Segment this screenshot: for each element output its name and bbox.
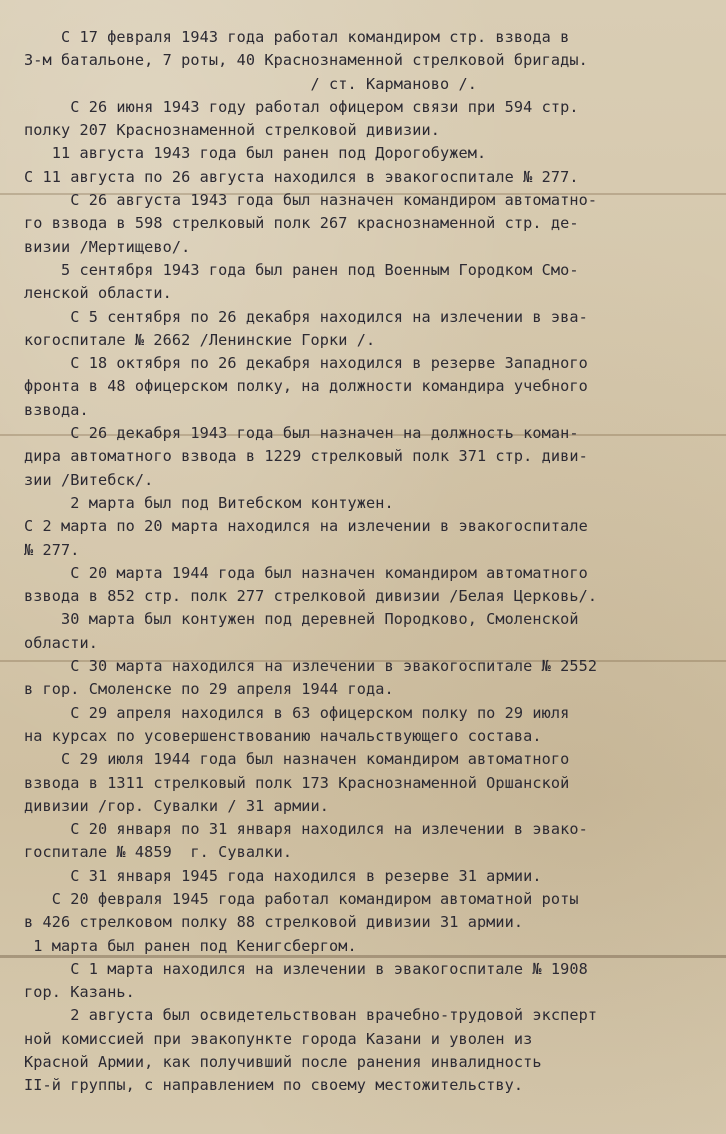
text-line: С 11 августа по 26 августа находился в эвакогоспитале № 277. — [24, 167, 579, 186]
text-line: С 31 января 1945 года находился в резерве 31 армии. — [24, 866, 542, 885]
text-line: 30 марта был контужен под деревней Породково, Смоленской — [24, 610, 579, 629]
text-line: С 29 июля 1944 года был назначен командиром автоматного — [24, 750, 570, 769]
text-line: зии /Витебск/. — [24, 470, 154, 489]
text-line: С 1 марта находился на излечении в эвакогоспитале № 1908 — [24, 959, 588, 978]
text-line: в гор. Смоленске по 29 апреля 1944 года. — [24, 680, 394, 699]
typed-text-block — [24, 26, 714, 1098]
text-line: 2 марта был под Витебском контужен. — [24, 493, 394, 512]
text-line: С 17 февраля 1943 года работал командиром стр. взвода в — [24, 28, 570, 46]
text-line: госпитале № 4859 г. Сувалки. — [24, 843, 293, 862]
text-line: / ст. Карманово /. — [24, 74, 477, 93]
text-line: когоспитале № 2662 /Ленинские Горки /. — [24, 330, 376, 349]
text-line: Красной Армии, как получивший после ранения инвалидность — [24, 1053, 542, 1072]
text-line: визии /Мертищево/. — [24, 237, 191, 256]
text-line: С 20 марта 1944 года был назначен командиром автоматного — [24, 563, 588, 582]
text-line: ной комиссией при эвакопункте города Казани и уволен из — [24, 1029, 533, 1048]
text-line: С 2 марта по 20 марта находился на излечении в эвакогоспитале — [24, 517, 588, 536]
text-line: на курсах по усовершенствованию начальствующего состава. — [24, 726, 542, 745]
text-line: дивизии /гор. Сувалки / 31 армии. — [24, 796, 330, 815]
text-line: го взвода в 598 стрелковый полк 267 краснознаменной стр. де- — [24, 214, 579, 233]
text-line: взвода. — [24, 400, 89, 419]
text-line: дира автоматного взвода в 1229 стрелковый полк 371 стр. диви- — [24, 447, 588, 466]
text-line: фронта в 48 офицерском полку, на должности командира учебного — [24, 377, 588, 396]
text-line: С 20 февраля 1945 года работал командиром автоматной роты — [24, 889, 579, 908]
text-line: 3-м батальоне, 7 роты, 40 Краснознаменной стрелковой бригады. — [24, 51, 588, 70]
text-line: взвода в 852 стр. полк 277 стрелковой дивизии /Белая Церковь/. — [24, 587, 598, 606]
text-line: С 18 октября по 26 декабря находился в резерве Западного — [24, 354, 588, 373]
text-line: 1 марта был ранен под Кенигсбергом. — [24, 936, 357, 955]
text-line: II-й группы, с направлением по своему местожительству. — [24, 1076, 524, 1095]
text-line: С 29 апреля находился в 63 офицерском полку по 29 июля — [24, 703, 570, 722]
text-line: С 26 декабря 1943 года был назначен на должность коман- — [24, 424, 579, 443]
text-line: С 26 августа 1943 года был назначен командиром автоматно- — [24, 191, 598, 210]
text-line: 11 августа 1943 года был ранен под Дорогобужем. — [24, 144, 487, 163]
text-line: С 5 сентября по 26 декабря находился на излечении в эва- — [24, 307, 588, 326]
text-line: С 26 июня 1943 году работал офицером связи при 594 стр. — [24, 97, 579, 116]
text-line: гор. Казань. — [24, 983, 135, 1002]
text-line: области. — [24, 633, 98, 652]
text-line: 2 августа был освидетельствован врачебно-трудовой эксперт — [24, 1006, 598, 1025]
text-line: полку 207 Краснознаменной стрелковой дивизии. — [24, 121, 440, 140]
text-line: в 426 стрелковом полку 88 стрелковой дивизии 31 армии. — [24, 913, 524, 932]
text-line: взвода в 1311 стрелковый полк 173 Краснознаменной Оршанской — [24, 773, 570, 792]
text-line: С 20 января по 31 января находился на излечении в эвако- — [24, 820, 588, 839]
text-line: 5 сентября 1943 года был ранен под Военным Городком Смо- — [24, 260, 579, 279]
text-line: ленской области. — [24, 284, 172, 303]
text-line: № 277. — [24, 540, 80, 559]
text-line: С 30 марта находился на излечении в эвакогоспитале № 2552 — [24, 657, 598, 676]
